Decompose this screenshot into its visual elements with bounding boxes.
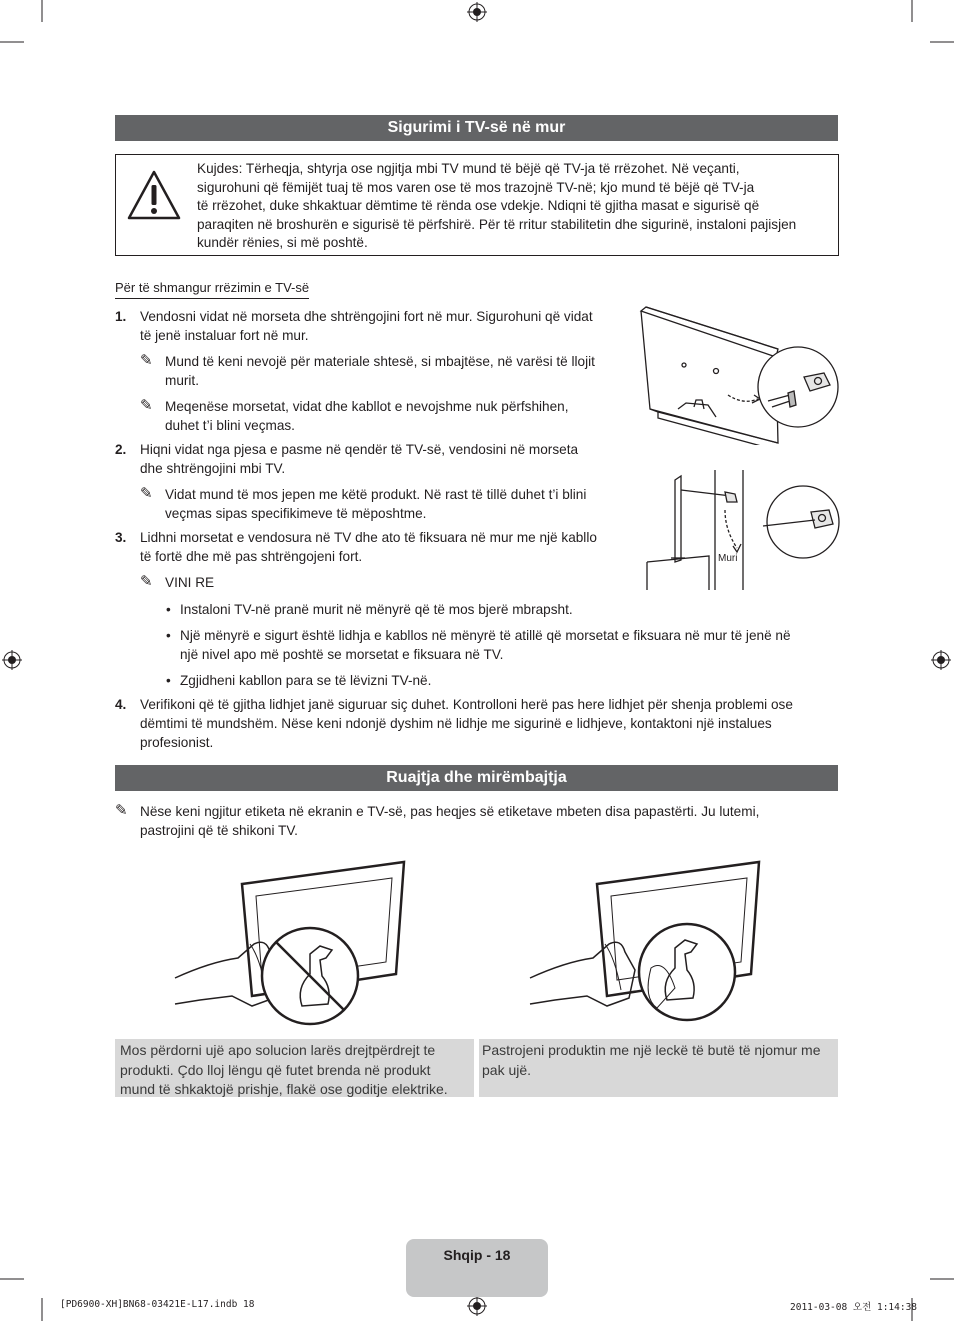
pencil-icon: ✎ bbox=[140, 352, 153, 369]
wall-label: Muri bbox=[718, 553, 738, 564]
bullet-dot: • bbox=[166, 628, 171, 643]
pencil-icon: ✎ bbox=[115, 802, 128, 819]
subheading: Për të shmangur rrëzimin e TV-së bbox=[115, 279, 309, 299]
note-3-label: VINI RE bbox=[165, 575, 215, 590]
bullet-dot: • bbox=[166, 602, 171, 617]
step-1-text: Vendosni vidat në morseta dhe shtrëngojini fort në mur. Sigurohuni që vidat të jenë instaluar fort në mur. bbox=[140, 309, 593, 343]
bullet-dot: • bbox=[166, 673, 171, 688]
cloth-spray-illustration bbox=[525, 858, 765, 1030]
bullet-2: Një mënyrë e sigurt është lidhja e kabllos në mënyrë të atillë që morsetat e fiksuara në mur të jenë në një nivel apo më poshtë se morsetat e fiksuara në TV. bbox=[180, 628, 791, 662]
section-title-wall-mount: Sigurimi i TV-së në mur bbox=[115, 115, 838, 141]
step-4-text: Verifikoni që të gjitha lidhjet janë siguruar siç duhet. Kontrolloni herë pas here lidhjet për shenja problemi ose dëmtimi të mundshëm. Nëse keni ndonjë dyshim në lidhje me sigurinë e lidhjeve, kontaktoni një instalues profesionist. bbox=[140, 697, 793, 750]
print-file-info: [PD6900-XH]BN68-03421E-L17.indb 18 bbox=[60, 1299, 255, 1310]
caution-box bbox=[115, 154, 839, 256]
pencil-icon: ✎ bbox=[140, 397, 153, 414]
maintenance-note: Nëse keni ngjitur etiketa në ekranin e TV-së, pas heqjes së etiketave mbeten disa papastërti. Ju lutemi, pastrojini që të shikoni TV. bbox=[140, 804, 760, 838]
bullet-3: Zgjidheni kabllon para se të lëvizni TV-në. bbox=[180, 673, 432, 688]
warning-box-no-liquid: Mos përdorni ujë apo solucion larës drejtpërdrejt te produkti. Çdo lloj lëngu që futet brenda në produkt mund të shkaktojë prishje, flakë ose goditje elektrike. bbox=[115, 1039, 474, 1097]
page-number-tab: Shqip - 18 bbox=[406, 1239, 548, 1297]
step-number: 1. bbox=[115, 309, 127, 324]
tv-back-bracket-illustration bbox=[638, 305, 840, 445]
step-number: 3. bbox=[115, 530, 127, 545]
note-1a: Mund të keni nevojë për materiale shtesë, si mbajtëse, në varësi të llojit murit. bbox=[165, 354, 595, 388]
step-number: 2. bbox=[115, 442, 127, 457]
caution-label: Kujdes bbox=[197, 161, 239, 176]
step-2-text: Hiqni vidat nga pjesa e pasme në qendër të TV-së, vendosini në morseta dhe shtrëngojini mbi TV. bbox=[140, 442, 579, 476]
print-date-info: 2011-03-08 오전 1:14:38 bbox=[790, 1302, 918, 1313]
no-spray-illustration bbox=[170, 858, 410, 1030]
bullet-1: Instaloni TV-në pranë murit në mënyrë që të mos bjerë mbrapsht. bbox=[180, 602, 573, 617]
step-number: 4. bbox=[115, 697, 127, 712]
warning-triangle-icon bbox=[126, 169, 182, 221]
note-2: Vidat mund të mos jepen me këtë produkt. Në rast të tillë duhet t’i blini veçmas sipas specifikimeve të mëposhtme. bbox=[165, 487, 587, 521]
step-3-text: Lidhni morsetat e vendosura në TV dhe ato të fiksuara në mur me një kabllo të fortë dhe më pas shtrëngojeni fort. bbox=[140, 530, 597, 564]
caution-text: Kujdes: Tërheqja, shtyrja ose ngjitja mbi TV mund të bëjë që TV-ja të rrëzohet. Në veçanti, sigurohuni që fëmijët tuaj të mos varen ose të mos trazojnë TV-në; kjo mund të bëjë që TV-ja të rrëzohet, duke shkaktuar dëmtime të rënda ose vdekje. Ndiqni të gjitha masat e sigurisë që paraqiten në broshurën e sigurisë të përfshirë. Për të rritur stabilitetin dhe sigurinë, instaloni pajisjen kundër rënies, si më poshtë. bbox=[197, 161, 797, 251]
wall-bracket-illustration bbox=[645, 470, 840, 590]
pencil-icon: ✎ bbox=[140, 573, 153, 590]
info-box-soft-cloth: Pastrojeni produktin me një leckë të butë të njomur me pak ujë. bbox=[479, 1039, 838, 1097]
pencil-icon: ✎ bbox=[140, 485, 153, 502]
section-title-maintenance: Ruajtja dhe mirëmbajtja bbox=[115, 765, 838, 791]
note-1b: Meqenëse morsetat, vidat dhe kabllot e nevojshme nuk përfshihen, duhet t’i blini veçmas. bbox=[165, 399, 569, 433]
